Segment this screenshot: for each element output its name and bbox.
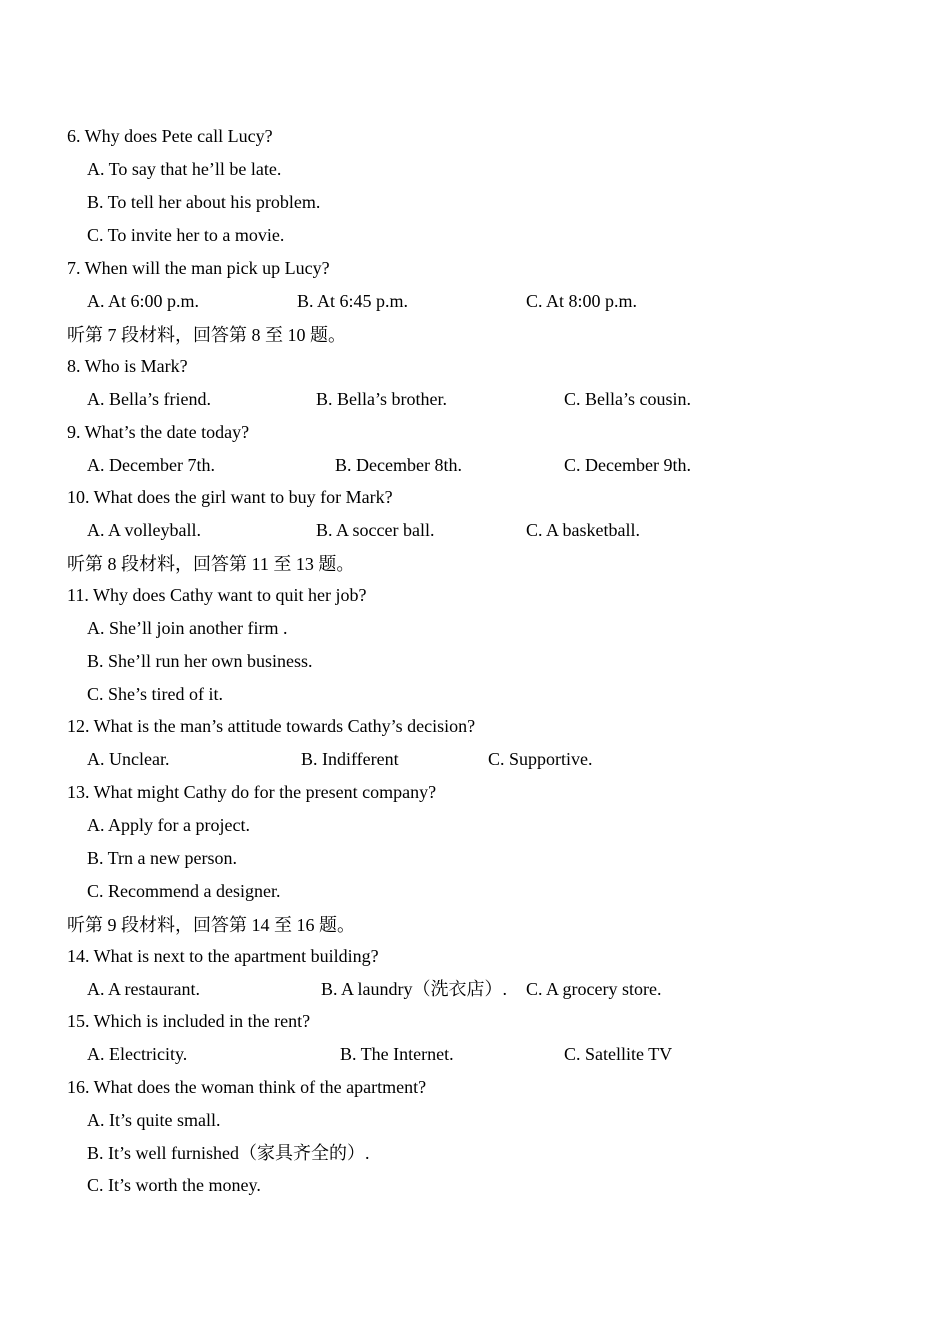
question-14: 14. What is next to the apartment building?: [67, 946, 379, 966]
question-11: 11. Why does Cathy want to quit her job?: [67, 585, 367, 605]
question-11-option-a: A. She’ll join another firm .: [87, 618, 288, 638]
question-8-option-b: B. Bella’s brother.: [316, 389, 447, 409]
question-11-option-b: B. She’ll run her own business.: [87, 651, 313, 671]
question-7: 7. When will the man pick up Lucy?: [67, 258, 330, 278]
question-7-option-b: B. At 6:45 p.m.: [297, 291, 409, 311]
question-14-option-a: A. A restaurant.: [87, 979, 200, 999]
question-16-option-c: C. It’s worth the money.: [87, 1175, 261, 1195]
question-10-option-c: C. A basketball.: [526, 520, 640, 540]
question-8-option-a: A. Bella’s friend.: [87, 389, 211, 409]
question-9: 9. What’s the date today?: [67, 422, 250, 442]
question-13-option-a: A. Apply for a project.: [87, 815, 250, 835]
section-heading-7: 听第 7 段材料，回答第 8 至 10 题。: [67, 325, 346, 345]
question-6-option-c: C. To invite her to a movie.: [87, 225, 285, 245]
question-16: 16. What does the woman think of the apartment?: [67, 1077, 427, 1097]
question-6-option-a: A. To say that he’ll be late.: [87, 159, 282, 179]
question-13-option-b: B. Trn a new person.: [87, 848, 238, 868]
question-15-option-b: B. The Internet.: [340, 1044, 454, 1064]
question-12-option-b: B. Indifferent: [301, 749, 399, 769]
question-11-option-c: C. She’s tired of it.: [87, 684, 223, 704]
question-15-option-a: A. Electricity.: [87, 1044, 188, 1064]
question-13: 13. What might Cathy do for the present company?: [67, 782, 437, 802]
question-7-option-c: C. At 8:00 p.m.: [526, 291, 638, 311]
question-14-option-b: B. A laundry（洗衣店）.: [321, 979, 508, 999]
question-8: 8. Who is Mark?: [67, 356, 188, 376]
question-6-option-b: B. To tell her about his problem.: [87, 192, 321, 212]
question-9-option-c: C. December 9th.: [564, 455, 691, 475]
question-15-option-c: C. Satellite TV: [564, 1044, 673, 1064]
question-16-option-b: B. It’s well furnished（家具齐全的）.: [87, 1143, 370, 1163]
question-15: 15. Which is included in the rent?: [67, 1011, 311, 1031]
question-14-option-c: C. A grocery store.: [526, 979, 662, 999]
question-10-option-a: A. A volleyball.: [87, 520, 201, 540]
section-heading-8: 听第 8 段材料，回答第 11 至 13 题。: [67, 554, 355, 574]
question-9-option-b: B. December 8th.: [335, 455, 462, 475]
question-9-option-a: A. December 7th.: [87, 455, 215, 475]
question-12: 12. What is the man’s attitude towards Cathy’s decision?: [67, 716, 476, 736]
question-12-option-c: C. Supportive.: [488, 749, 593, 769]
section-heading-9: 听第 9 段材料，回答第 14 至 16 题。: [67, 915, 355, 935]
question-12-option-a: A. Unclear.: [87, 749, 170, 769]
question-8-option-c: C. Bella’s cousin.: [564, 389, 691, 409]
question-7-option-a: A. At 6:00 p.m.: [87, 291, 200, 311]
question-16-option-a: A. It’s quite small.: [87, 1110, 221, 1130]
question-10-option-b: B. A soccer ball.: [316, 520, 435, 540]
question-6: 6. Why does Pete call Lucy?: [67, 126, 273, 146]
question-13-option-c: C. Recommend a designer.: [87, 881, 281, 901]
question-10: 10. What does the girl want to buy for Mark?: [67, 487, 393, 507]
